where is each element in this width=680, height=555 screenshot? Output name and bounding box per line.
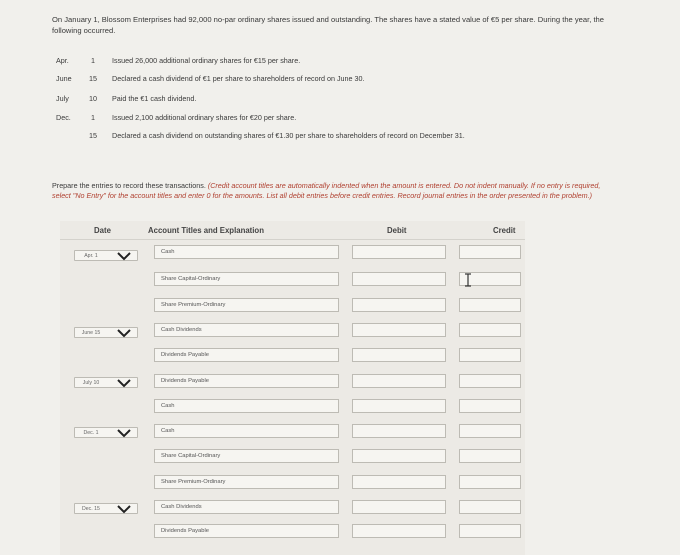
event-day: 10 (89, 94, 97, 103)
event-month: June (56, 74, 72, 83)
credit-input[interactable] (459, 399, 521, 413)
account-title-input[interactable]: Cash Dividends (154, 500, 339, 514)
chevron-down-icon (117, 427, 131, 439)
date-select-value: July 10 (82, 380, 100, 386)
event-day: 15 (89, 131, 97, 140)
account-title-input[interactable]: Cash (154, 245, 339, 259)
account-title-input[interactable]: Dividends Payable (154, 374, 339, 388)
date-select[interactable] (74, 377, 138, 388)
header-account: Account Titles and Explanation (148, 226, 264, 235)
account-title-input[interactable]: Share Capital-Ordinary (154, 449, 339, 463)
date-select[interactable] (74, 503, 138, 514)
credit-input[interactable] (459, 449, 521, 463)
debit-input[interactable] (352, 399, 446, 413)
date-select-value: June 15 (81, 330, 101, 336)
table-header (60, 221, 525, 240)
text-cursor-icon (461, 273, 475, 287)
instructions (52, 181, 612, 201)
debit-input[interactable] (352, 272, 446, 286)
event-description: Issued 26,000 additional ordinary shares for €15 per share. (112, 56, 301, 65)
event-day: 15 (89, 74, 97, 83)
account-title-input[interactable]: Cash (154, 424, 339, 438)
debit-input[interactable] (352, 524, 446, 538)
event-day: 1 (91, 113, 95, 122)
debit-input[interactable] (352, 323, 446, 337)
debit-input[interactable] (352, 424, 446, 438)
date-select-value: Dec. 1 (83, 430, 99, 436)
debit-input[interactable] (352, 245, 446, 259)
header-credit: Credit (493, 226, 516, 235)
account-title-input[interactable]: Share Capital-Ordinary (154, 272, 339, 286)
event-day: 1 (91, 56, 95, 65)
event-month: July (56, 94, 69, 103)
account-title-input[interactable]: Share Premium-Ordinary (154, 475, 339, 489)
credit-input[interactable] (459, 298, 521, 312)
debit-input[interactable] (352, 298, 446, 312)
header-debit: Debit (387, 226, 407, 235)
instructions-note: (Credit account titles are automatically indented when the amount is entered. Do not indent manually. If no entry is required, select "No Entry" for the account titles and enter 0 for the amounts. List all debit entries before credit entries. Record journal entries in the order presented in the problem.) (52, 181, 601, 200)
event-description: Issued 2,100 additional ordinary shares for €20 per share. (112, 113, 297, 122)
debit-input[interactable] (352, 348, 446, 362)
credit-input[interactable] (459, 374, 521, 388)
event-description: Paid the €1 cash dividend. (112, 94, 197, 103)
journal-entry-table (60, 221, 525, 555)
credit-input[interactable] (459, 475, 521, 489)
date-select[interactable] (74, 327, 138, 338)
credit-input[interactable] (459, 245, 521, 259)
date-select[interactable] (74, 427, 138, 438)
event-month: Dec. (56, 113, 71, 122)
credit-input[interactable] (459, 524, 521, 538)
debit-input[interactable] (352, 449, 446, 463)
instructions-lead: Prepare the entries to record these transactions. (52, 181, 206, 190)
date-select[interactable] (74, 250, 138, 261)
debit-input[interactable] (352, 475, 446, 489)
credit-input[interactable] (459, 323, 521, 337)
chevron-down-icon (117, 250, 131, 262)
event-description: Declared a cash dividend of €1 per share to shareholders of record on June 30. (112, 74, 365, 83)
account-title-input[interactable]: Cash (154, 399, 339, 413)
problem-intro: On January 1, Blossom Enterprises had 92,000 no-par ordinary shares issued and outstanding. The shares have a stated value of €5 per share. During the year, the following occurred. (52, 15, 605, 35)
chevron-down-icon (117, 327, 131, 339)
date-select-value: Dec. 15 (82, 506, 100, 512)
chevron-down-icon (117, 377, 131, 389)
account-title-input[interactable]: Dividends Payable (154, 524, 339, 538)
account-title-input[interactable]: Dividends Payable (154, 348, 339, 362)
date-select-value: Apr. 1 (84, 253, 98, 259)
event-month: Apr. (56, 56, 69, 65)
account-title-input[interactable]: Share Premium-Ordinary (154, 298, 339, 312)
debit-input[interactable] (352, 500, 446, 514)
credit-input[interactable] (459, 500, 521, 514)
debit-input[interactable] (352, 374, 446, 388)
header-date: Date (94, 226, 111, 235)
credit-input[interactable] (459, 424, 521, 438)
event-description: Declared a cash dividend on outstanding shares of €1.30 per share to shareholders of record on December 31. (112, 131, 465, 140)
account-title-input[interactable]: Cash Dividends (154, 323, 339, 337)
chevron-down-icon (117, 503, 131, 515)
credit-input[interactable] (459, 348, 521, 362)
